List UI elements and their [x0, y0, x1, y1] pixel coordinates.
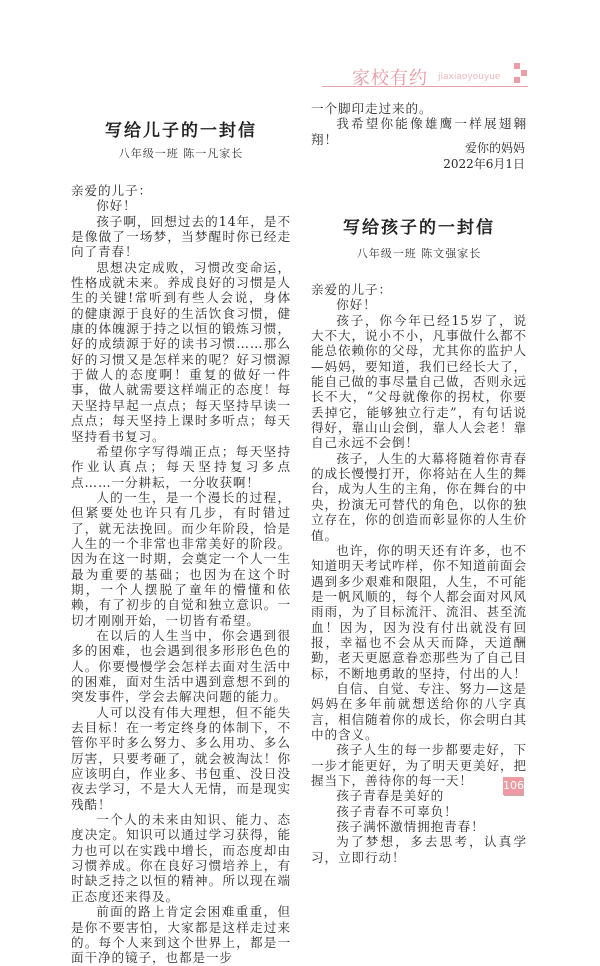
- paragraph: 孩子人生的每一步都要走好，下一步才能更好，为了明天更美好，把握当下，善待你的每一天！: [311, 742, 527, 788]
- letter1-title: 写给儿子的一封信: [105, 121, 257, 141]
- letter1-signature: 爱你的妈妈: [464, 141, 525, 155]
- letter1-date: 2022年6月1日: [443, 157, 525, 171]
- paragraph: 一个人的未来由知识、能力、态度决定。知识可以通过学习获得，能力也可以在实践中增长，而态度却由习惯养成。你在良好习惯培养上，有时缺乏持之以恒的精神。所以现在端正态度还来得及。: [71, 812, 291, 904]
- paragraph: 自信、自觉、专注、努力—这是妈妈在多年前就想送给你的八字真言，相信随着你的成长，你会明白其中的含义。: [311, 680, 527, 742]
- paragraph: 孩子啊，回想过去的14年，是不是像做了一场梦，当梦醒时你已经走向了青春！: [71, 213, 291, 260]
- paragraph: 孩子满怀激情拥抱青春！: [336, 819, 485, 835]
- letter2-body: [311, 282, 527, 865]
- decorative-blocks-icon: [514, 63, 528, 83]
- section-pinyin: jiaxiaoyouyue: [438, 72, 501, 82]
- section-header: [322, 62, 528, 87]
- paragraph: 孩子，人生的大幕将随着你青春的成长慢慢打开，你将站在人生的舞台，成为人生的主角，你在舞台的中央，扮演无可替代的角色，以你的独立存在，你的创造而彰显你的人生价值。: [311, 450, 527, 543]
- letter2-title: 写给孩子的一封信: [343, 218, 495, 238]
- paragraph: 也许，你的明天还有许多，也不知道明天考试咋样，你不知道前面会遇到多少艰难和限阻，人生，不可能是一帆风顺的，每个人都会面对风风雨雨，为了目标流汗、流泪、甚至流血！因为，因为没有付出就没有回报，幸福也不会从天而降，天道酬勤，老天更愿意眷恋那些为了自己目标，不断地勇敢的坚持，付出的人！: [311, 542, 527, 681]
- paragraph: 你好！: [96, 198, 137, 214]
- paragraph: 前面的路上肯定会困难重重，但是你不要害怕，大家都是这样走过来的。每个人来到这个世界上，都是一面干净的镜子，也都是一步: [71, 904, 291, 966]
- letter1-body: [71, 183, 291, 966]
- paragraph: 人的一生，是一个漫长的过程，但紧要处也许只有几步，有时错过了，就无法挽回。而少年阶段，恰是人生的一个非常也非常美好的阶段。因为在这一时期，会奠定一个人一生最为重要的基础；也因为在这个时期，一个人摆脱了童年的懵懂和依赖，有了初步的自觉和独立意识。一切才刚刚开始，一切皆有希望。: [71, 489, 291, 628]
- paragraph: 孩子青春不可辜负！: [336, 803, 458, 819]
- letter1-author: 八年级一班 陈一凡家长: [118, 147, 244, 160]
- paragraph: 在以后的人生当中，你会遇到很多的困难，也会遇到很多形形色色的人。你要慢慢学会怎样去面对生活中的困难，面对生活中遇到意想不到的突发事件，学会去解决问题的能力。: [71, 627, 291, 705]
- paragraph: 孩子，你今年已经15岁了，说大不大，说小不小，凡事做什么都不能总依赖你的父母，尤其你的监护人—妈妈，要知道，我们已经长大了，能自己做的事尽量自己做，否则永远长不大，“父母就像你的拐杖，你要丢掉它，能够独立行走”，有句话说得好，靠山山会倒，靠人人会老！靠自己永远不会倒！: [311, 312, 527, 451]
- letter2-salutation: 亲爱的儿子：: [311, 282, 392, 297]
- section-title: 家校有约: [352, 68, 428, 89]
- letter1-signature-block: [400, 140, 525, 172]
- paragraph: 人可以没有伟大理想，但不能失去目标！在一考定终身的体制下，不管你平时多么努力、多么用功、多么厉害，只要考砸了，就会被淘汰！你应该明白，作业多、书包重、没日没夜去学习，不是大人无情，而是现实残酷！: [71, 704, 291, 812]
- letter2-author: 八年级一班 陈文强家长: [356, 247, 482, 260]
- paragraph: 思想决定成败，习惯改变命运，性格成就未来。养成良好的习惯是人生的关键!常听到有些人会说，身体的健康源于良好的生活饮食习惯，健康的体魄源于持之以恒的锻炼习惯，好的成绩源于好的读书习惯……那么好的习惯又是怎样来的呢？好习惯源于做人的态度啊！重复的做好一件事，做人就需要这样端正的态度！每天坚持早起一点点；每天坚持早读一点点；每天坚持上课时多听点；每天坚持看书复习。: [71, 259, 291, 444]
- letter1-salutation: 亲爱的儿子：: [71, 183, 152, 198]
- paragraph: 孩子青春是美好的: [336, 788, 445, 804]
- paragraph: 希望你字写得端正点；每天坚持作业认真点；每天坚持复习多点点……一分耕耘，一分收获啊！: [71, 443, 291, 490]
- paragraph: 一个脚印走过来的。: [311, 101, 433, 116]
- page-number: 106: [503, 777, 523, 795]
- paragraph: 你好！: [336, 297, 377, 313]
- paragraph: 我希望你能像雄鹰一样展翅翱翔！: [311, 116, 527, 147]
- paragraph: 为了梦想，多去思考，认真学习，立即行动！: [311, 834, 527, 865]
